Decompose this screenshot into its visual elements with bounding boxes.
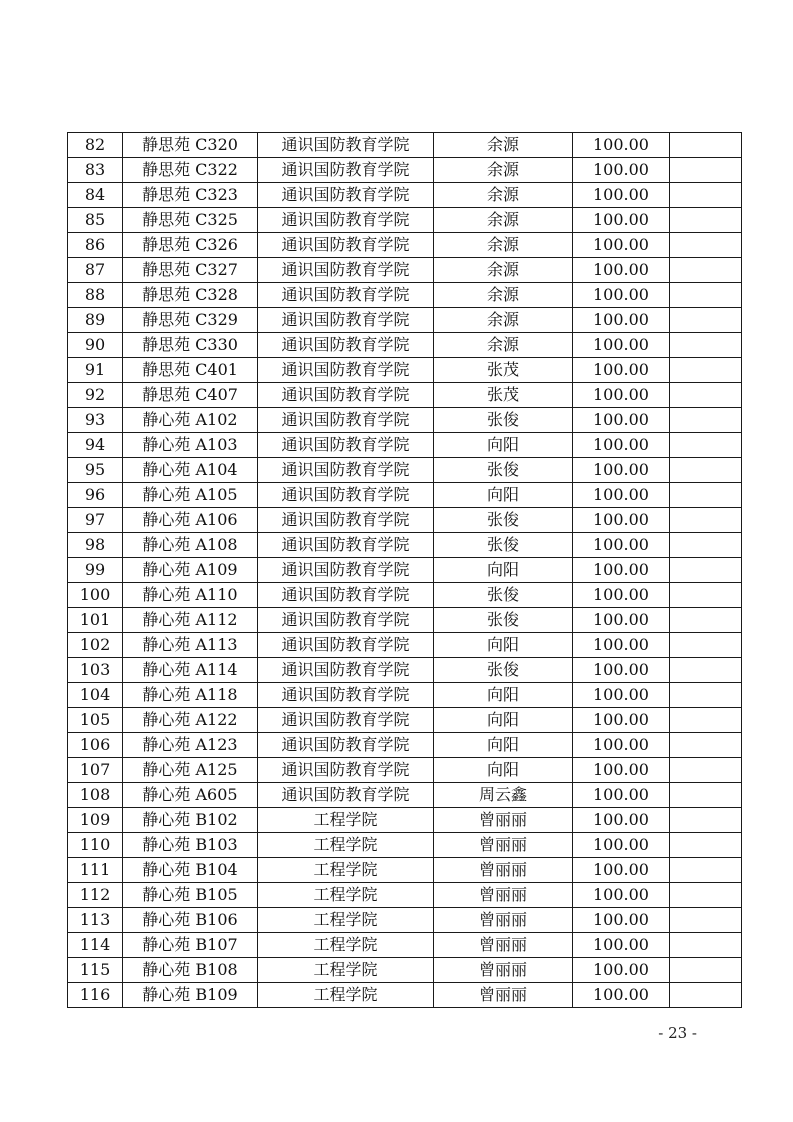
table-row	[68, 583, 742, 608]
table-row	[68, 483, 742, 508]
cell-room: 静心苑 A105	[123, 483, 258, 508]
cell-number: 96	[68, 483, 123, 508]
cell-note	[670, 383, 742, 408]
cell-college: 通识国防教育学院	[258, 608, 434, 633]
cell-person: 张茂	[434, 383, 573, 408]
cell-room: 静心苑 A102	[123, 408, 258, 433]
cell-college: 通识国防教育学院	[258, 383, 434, 408]
table-row	[68, 283, 742, 308]
table-row	[68, 733, 742, 758]
cell-room: 静思苑 C401	[123, 358, 258, 383]
cell-college: 工程学院	[258, 833, 434, 858]
cell-college: 通识国防教育学院	[258, 758, 434, 783]
table-row	[68, 858, 742, 883]
cell-note	[670, 908, 742, 933]
cell-room: 静心苑 B104	[123, 858, 258, 883]
cell-person: 向阳	[434, 633, 573, 658]
cell-college: 通识国防教育学院	[258, 433, 434, 458]
cell-note	[670, 308, 742, 333]
cell-number: 87	[68, 258, 123, 283]
table-row	[68, 183, 742, 208]
cell-room: 静思苑 C325	[123, 208, 258, 233]
cell-college: 通识国防教育学院	[258, 458, 434, 483]
cell-note	[670, 358, 742, 383]
cell-college: 通识国防教育学院	[258, 533, 434, 558]
cell-score: 100.00	[573, 383, 670, 408]
cell-note	[670, 733, 742, 758]
cell-number: 85	[68, 208, 123, 233]
cell-person: 张俊	[434, 408, 573, 433]
cell-number: 102	[68, 633, 123, 658]
cell-note	[670, 883, 742, 908]
cell-room: 静心苑 A123	[123, 733, 258, 758]
cell-score: 100.00	[573, 183, 670, 208]
cell-note	[670, 633, 742, 658]
cell-person: 张俊	[434, 608, 573, 633]
cell-score: 100.00	[573, 508, 670, 533]
cell-note	[670, 433, 742, 458]
table-row	[68, 533, 742, 558]
cell-note	[670, 158, 742, 183]
cell-number: 84	[68, 183, 123, 208]
cell-number: 95	[68, 458, 123, 483]
cell-room: 静思苑 C407	[123, 383, 258, 408]
cell-number: 89	[68, 308, 123, 333]
cell-person: 曾丽丽	[434, 933, 573, 958]
cell-number: 98	[68, 533, 123, 558]
table-row	[68, 658, 742, 683]
cell-room: 静思苑 C329	[123, 308, 258, 333]
cell-number: 116	[68, 983, 123, 1008]
cell-score: 100.00	[573, 808, 670, 833]
table-row	[68, 208, 742, 233]
cell-room: 静心苑 B103	[123, 833, 258, 858]
cell-room: 静心苑 B106	[123, 908, 258, 933]
cell-number: 88	[68, 283, 123, 308]
table-row	[68, 458, 742, 483]
table-row	[68, 983, 742, 1008]
cell-person: 向阳	[434, 558, 573, 583]
table-row	[68, 708, 742, 733]
cell-note	[670, 583, 742, 608]
cell-note	[670, 508, 742, 533]
cell-number: 92	[68, 383, 123, 408]
cell-note	[670, 858, 742, 883]
cell-room: 静心苑 A605	[123, 783, 258, 808]
cell-score: 100.00	[573, 433, 670, 458]
cell-college: 通识国防教育学院	[258, 733, 434, 758]
cell-number: 108	[68, 783, 123, 808]
table-row	[68, 333, 742, 358]
cell-college: 通识国防教育学院	[258, 633, 434, 658]
cell-person: 向阳	[434, 483, 573, 508]
table-row	[68, 608, 742, 633]
cell-room: 静心苑 B109	[123, 983, 258, 1008]
cell-room: 静心苑 A108	[123, 533, 258, 558]
cell-college: 通识国防教育学院	[258, 208, 434, 233]
table-row	[68, 933, 742, 958]
cell-score: 100.00	[573, 733, 670, 758]
cell-person: 向阳	[434, 733, 573, 758]
cell-college: 通识国防教育学院	[258, 483, 434, 508]
cell-person: 余源	[434, 283, 573, 308]
table-row	[68, 258, 742, 283]
table-row	[68, 833, 742, 858]
cell-score: 100.00	[573, 408, 670, 433]
cell-room: 静心苑 B107	[123, 933, 258, 958]
cell-college: 工程学院	[258, 958, 434, 983]
cell-number: 105	[68, 708, 123, 733]
cell-number: 99	[68, 558, 123, 583]
cell-person: 曾丽丽	[434, 983, 573, 1008]
cell-person: 曾丽丽	[434, 883, 573, 908]
cell-score: 100.00	[573, 458, 670, 483]
cell-note	[670, 283, 742, 308]
cell-score: 100.00	[573, 583, 670, 608]
cell-person: 余源	[434, 233, 573, 258]
cell-note	[670, 333, 742, 358]
cell-note	[670, 758, 742, 783]
table-row	[68, 158, 742, 183]
table-row	[68, 233, 742, 258]
cell-number: 107	[68, 758, 123, 783]
cell-college: 工程学院	[258, 983, 434, 1008]
cell-college: 通识国防教育学院	[258, 408, 434, 433]
cell-room: 静思苑 C323	[123, 183, 258, 208]
cell-person: 余源	[434, 133, 573, 158]
cell-room: 静心苑 A112	[123, 608, 258, 633]
cell-college: 通识国防教育学院	[258, 683, 434, 708]
cell-college: 通识国防教育学院	[258, 133, 434, 158]
cell-score: 100.00	[573, 833, 670, 858]
cell-score: 100.00	[573, 633, 670, 658]
table-row	[68, 508, 742, 533]
cell-person: 余源	[434, 308, 573, 333]
cell-room: 静思苑 C330	[123, 333, 258, 358]
cell-room: 静心苑 A110	[123, 583, 258, 608]
cell-person: 周云鑫	[434, 783, 573, 808]
cell-room: 静心苑 A114	[123, 658, 258, 683]
cell-note	[670, 408, 742, 433]
cell-person: 向阳	[434, 433, 573, 458]
cell-number: 110	[68, 833, 123, 858]
cell-person: 曾丽丽	[434, 858, 573, 883]
table-row	[68, 358, 742, 383]
cell-score: 100.00	[573, 683, 670, 708]
cell-score: 100.00	[573, 133, 670, 158]
cell-note	[670, 183, 742, 208]
cell-room: 静思苑 C328	[123, 283, 258, 308]
cell-college: 工程学院	[258, 933, 434, 958]
cell-number: 101	[68, 608, 123, 633]
cell-college: 通识国防教育学院	[258, 583, 434, 608]
cell-note	[670, 983, 742, 1008]
cell-room: 静心苑 A104	[123, 458, 258, 483]
cell-score: 100.00	[573, 208, 670, 233]
cell-note	[670, 133, 742, 158]
cell-room: 静思苑 C322	[123, 158, 258, 183]
cell-number: 115	[68, 958, 123, 983]
table-row	[68, 633, 742, 658]
cell-college: 工程学院	[258, 808, 434, 833]
cell-note	[670, 833, 742, 858]
cell-number: 114	[68, 933, 123, 958]
cell-room: 静心苑 A106	[123, 508, 258, 533]
cell-score: 100.00	[573, 983, 670, 1008]
cell-number: 113	[68, 908, 123, 933]
cell-score: 100.00	[573, 533, 670, 558]
cell-number: 106	[68, 733, 123, 758]
cell-score: 100.00	[573, 883, 670, 908]
cell-person: 曾丽丽	[434, 908, 573, 933]
cell-number: 100	[68, 583, 123, 608]
cell-room: 静心苑 A109	[123, 558, 258, 583]
cell-person: 余源	[434, 208, 573, 233]
cell-room: 静心苑 A113	[123, 633, 258, 658]
cell-score: 100.00	[573, 783, 670, 808]
cell-score: 100.00	[573, 758, 670, 783]
cell-room: 静心苑 A103	[123, 433, 258, 458]
table-row	[68, 958, 742, 983]
table-row	[68, 883, 742, 908]
cell-score: 100.00	[573, 358, 670, 383]
cell-number: 82	[68, 133, 123, 158]
dormitory-score-table	[67, 132, 742, 1008]
cell-room: 静思苑 C326	[123, 233, 258, 258]
cell-college: 通识国防教育学院	[258, 708, 434, 733]
cell-college: 工程学院	[258, 858, 434, 883]
cell-number: 86	[68, 233, 123, 258]
cell-room: 静心苑 A125	[123, 758, 258, 783]
cell-college: 通识国防教育学院	[258, 333, 434, 358]
cell-person: 曾丽丽	[434, 833, 573, 858]
cell-score: 100.00	[573, 233, 670, 258]
table-row	[68, 908, 742, 933]
cell-college: 通识国防教育学院	[258, 233, 434, 258]
cell-college: 通识国防教育学院	[258, 783, 434, 808]
cell-college: 通识国防教育学院	[258, 358, 434, 383]
cell-room: 静心苑 B105	[123, 883, 258, 908]
cell-note	[670, 458, 742, 483]
cell-person: 张俊	[434, 658, 573, 683]
cell-score: 100.00	[573, 483, 670, 508]
cell-note	[670, 958, 742, 983]
cell-college: 通识国防教育学院	[258, 158, 434, 183]
cell-number: 97	[68, 508, 123, 533]
cell-person: 张茂	[434, 358, 573, 383]
table-row	[68, 383, 742, 408]
cell-number: 94	[68, 433, 123, 458]
cell-college: 工程学院	[258, 883, 434, 908]
table-row	[68, 758, 742, 783]
table-row	[68, 308, 742, 333]
cell-number: 104	[68, 683, 123, 708]
cell-person: 余源	[434, 183, 573, 208]
cell-person: 余源	[434, 158, 573, 183]
cell-college: 通识国防教育学院	[258, 283, 434, 308]
cell-note	[670, 233, 742, 258]
cell-number: 90	[68, 333, 123, 358]
cell-note	[670, 558, 742, 583]
table-row	[68, 783, 742, 808]
cell-person: 曾丽丽	[434, 808, 573, 833]
table-row	[68, 133, 742, 158]
cell-note	[670, 258, 742, 283]
cell-person: 余源	[434, 333, 573, 358]
table-row	[68, 408, 742, 433]
cell-note	[670, 208, 742, 233]
cell-person: 曾丽丽	[434, 958, 573, 983]
cell-score: 100.00	[573, 258, 670, 283]
cell-person: 向阳	[434, 708, 573, 733]
cell-person: 张俊	[434, 458, 573, 483]
cell-number: 111	[68, 858, 123, 883]
cell-college: 通识国防教育学院	[258, 508, 434, 533]
cell-note	[670, 533, 742, 558]
cell-note	[670, 708, 742, 733]
cell-score: 100.00	[573, 558, 670, 583]
cell-score: 100.00	[573, 708, 670, 733]
cell-college: 通识国防教育学院	[258, 183, 434, 208]
cell-number: 112	[68, 883, 123, 908]
cell-person: 张俊	[434, 508, 573, 533]
cell-number: 91	[68, 358, 123, 383]
cell-score: 100.00	[573, 933, 670, 958]
cell-number: 109	[68, 808, 123, 833]
table-row	[68, 808, 742, 833]
cell-note	[670, 658, 742, 683]
cell-college: 工程学院	[258, 908, 434, 933]
cell-score: 100.00	[573, 958, 670, 983]
cell-college: 通识国防教育学院	[258, 308, 434, 333]
cell-score: 100.00	[573, 608, 670, 633]
cell-note	[670, 933, 742, 958]
page-number: - 23 -	[658, 1024, 697, 1042]
cell-college: 通识国防教育学院	[258, 258, 434, 283]
cell-person: 张俊	[434, 533, 573, 558]
cell-number: 83	[68, 158, 123, 183]
cell-person: 向阳	[434, 683, 573, 708]
table-row	[68, 683, 742, 708]
cell-score: 100.00	[573, 858, 670, 883]
cell-number: 103	[68, 658, 123, 683]
cell-note	[670, 783, 742, 808]
cell-number: 93	[68, 408, 123, 433]
cell-note	[670, 808, 742, 833]
table-body	[68, 133, 742, 1008]
cell-room: 静心苑 B108	[123, 958, 258, 983]
cell-note	[670, 483, 742, 508]
cell-room: 静思苑 C327	[123, 258, 258, 283]
cell-person: 张俊	[434, 583, 573, 608]
table-row	[68, 433, 742, 458]
cell-room: 静心苑 A118	[123, 683, 258, 708]
cell-score: 100.00	[573, 308, 670, 333]
cell-college: 通识国防教育学院	[258, 558, 434, 583]
cell-note	[670, 683, 742, 708]
cell-score: 100.00	[573, 658, 670, 683]
cell-room: 静心苑 A122	[123, 708, 258, 733]
table-row	[68, 558, 742, 583]
cell-score: 100.00	[573, 333, 670, 358]
cell-score: 100.00	[573, 908, 670, 933]
cell-score: 100.00	[573, 283, 670, 308]
cell-room: 静思苑 C320	[123, 133, 258, 158]
cell-college: 通识国防教育学院	[258, 658, 434, 683]
cell-score: 100.00	[573, 158, 670, 183]
cell-room: 静心苑 B102	[123, 808, 258, 833]
cell-note	[670, 608, 742, 633]
cell-person: 向阳	[434, 758, 573, 783]
cell-person: 余源	[434, 258, 573, 283]
